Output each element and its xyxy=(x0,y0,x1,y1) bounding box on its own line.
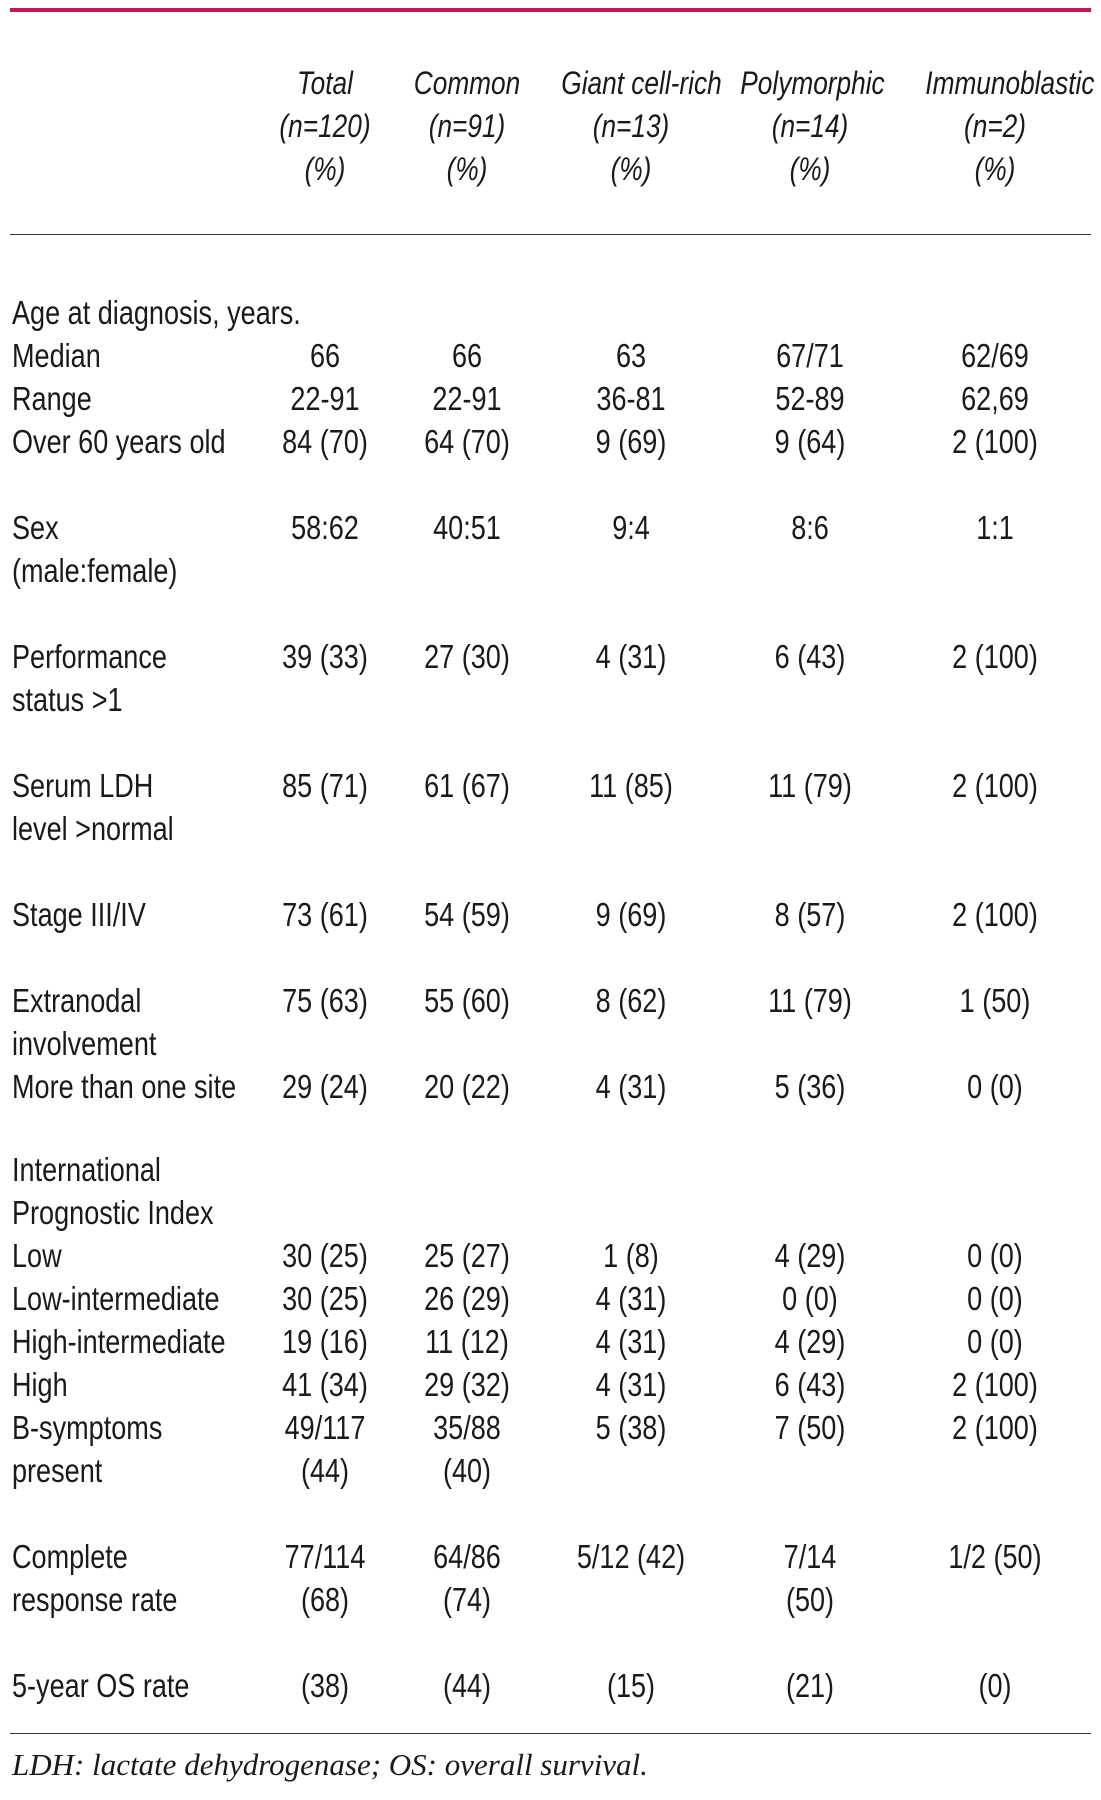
table-cell: 0 (0) xyxy=(967,1237,1023,1274)
table-cell: 19 (16) xyxy=(282,1323,368,1360)
row-label: 5-year OS rate xyxy=(12,1667,190,1704)
table-cell: 11 (85) xyxy=(589,767,673,804)
table-cell: 8:6 xyxy=(791,509,829,546)
table-cell: 25 (27) xyxy=(424,1237,510,1274)
table-cell: 11 (79) xyxy=(768,982,852,1019)
table-cell: 58:62 xyxy=(291,509,359,546)
table-cell: 0 (0) xyxy=(967,1068,1023,1105)
table-cell: 0 (0) xyxy=(967,1323,1023,1360)
table-cell: 29 (24) xyxy=(282,1068,368,1105)
column-header-unit: (%) xyxy=(974,151,1016,187)
column-header-unit: (%) xyxy=(304,151,346,187)
column-header-n: (n=120) xyxy=(279,108,371,144)
table-cell: 75 (63) xyxy=(282,982,368,1019)
row-label: Sex xyxy=(12,509,59,546)
table-cell: 63 xyxy=(615,337,647,374)
table-cell: 5/12 (42) xyxy=(576,1538,686,1575)
row-label: High-intermediate xyxy=(12,1323,226,1360)
column-header-unit: (%) xyxy=(610,151,652,187)
table-cell: (15) xyxy=(606,1667,656,1704)
table-cell: 9 (69) xyxy=(595,896,667,933)
row-label: More than one site xyxy=(12,1068,237,1105)
table-cell: 6 (43) xyxy=(774,1366,846,1403)
row-label: (male:female) xyxy=(12,552,178,589)
table-cell: 20 (22) xyxy=(424,1068,510,1105)
column-header-title: Immunoblastic xyxy=(925,65,1095,101)
table-cell: (44) xyxy=(442,1667,492,1704)
row-label: status >1 xyxy=(12,681,123,718)
row-label: present xyxy=(12,1452,103,1489)
table-cell: 1:1 xyxy=(976,509,1014,546)
table-cell: 5 (38) xyxy=(595,1409,667,1446)
row-label: Low-intermediate xyxy=(12,1280,220,1317)
column-header-polymorphic xyxy=(740,62,885,191)
column-header-title: Giant cell-rich xyxy=(561,65,722,101)
table-cell: 67/71 xyxy=(776,337,844,374)
table-cell: 1 (50) xyxy=(959,982,1031,1019)
table-cell: 4 (31) xyxy=(595,638,667,675)
header-rule xyxy=(10,234,1091,235)
table-cell: 8 (57) xyxy=(774,896,846,933)
table-cell: 1/2 (50) xyxy=(948,1538,1042,1575)
table-cell: 7/14 xyxy=(783,1538,837,1575)
column-header-n: (n=13) xyxy=(592,108,670,144)
table-cell: 39 (33) xyxy=(282,638,368,675)
table-cell: 2 (100) xyxy=(952,1409,1038,1446)
row-label: Complete xyxy=(12,1538,128,1575)
table-cell: 6 (43) xyxy=(774,638,846,675)
row-label: Low xyxy=(12,1237,62,1274)
table-cell: 2 (100) xyxy=(952,896,1038,933)
table-cell: 2 (100) xyxy=(952,1366,1038,1403)
table-cell: 54 (59) xyxy=(424,896,510,933)
section-ipi-line1: International xyxy=(12,1151,161,1188)
column-header-common xyxy=(397,62,536,191)
table-cell: 22-91 xyxy=(432,380,502,417)
table-cell: 4 (31) xyxy=(595,1366,667,1403)
table-cell: 55 (60) xyxy=(424,982,510,1019)
table-cell: 62/69 xyxy=(961,337,1029,374)
table-cell: 4 (31) xyxy=(595,1323,667,1360)
row-label: involvement xyxy=(12,1025,157,1062)
table-cell: 9 (69) xyxy=(595,423,667,460)
column-header-n: (n=2) xyxy=(964,108,1026,144)
table-cell: 9:4 xyxy=(612,509,650,546)
table-cell: (74) xyxy=(442,1581,492,1618)
table-cell: (21) xyxy=(785,1667,835,1704)
row-label: Median xyxy=(12,337,101,374)
table-cell: 11 (79) xyxy=(768,767,852,804)
column-header-giant-cell-rich xyxy=(561,62,722,191)
table-cell: 61 (67) xyxy=(424,767,510,804)
row-label: High xyxy=(12,1366,68,1403)
footer-rule xyxy=(10,1733,1091,1734)
row-label: Over 60 years old xyxy=(12,423,226,460)
table-cell: 84 (70) xyxy=(282,423,368,460)
table-cell: 64 (70) xyxy=(424,423,510,460)
table-cell: 2 (100) xyxy=(952,423,1038,460)
table-cell: 73 (61) xyxy=(282,896,368,933)
table-cell: 52-89 xyxy=(775,380,845,417)
table-cell: 4 (31) xyxy=(595,1280,667,1317)
column-header-total xyxy=(255,62,394,191)
table-cell: 22-91 xyxy=(290,380,360,417)
table-cell: (50) xyxy=(785,1581,835,1618)
table-cell: 29 (32) xyxy=(424,1366,510,1403)
row-label: Range xyxy=(12,380,92,417)
table-cell: 66 xyxy=(309,337,341,374)
column-header-title: Common xyxy=(413,65,521,101)
column-header-unit: (%) xyxy=(446,151,488,187)
table-cell: 9 (64) xyxy=(774,423,846,460)
table-cell: 36-81 xyxy=(596,380,666,417)
table-footnote: LDH: lactate dehydrogenase; OS: overall survival. xyxy=(12,1747,648,1782)
table-cell: 7 (50) xyxy=(774,1409,846,1446)
section-ipi-line2: Prognostic Index xyxy=(12,1194,214,1231)
section-age: Age at diagnosis, years. xyxy=(12,294,301,331)
table-cell: 4 (29) xyxy=(774,1237,846,1274)
table-cell: 0 (0) xyxy=(782,1280,838,1317)
table-cell: 64/86 xyxy=(433,1538,501,1575)
table-cell: 66 xyxy=(451,337,483,374)
table-cell: 30 (25) xyxy=(282,1280,368,1317)
row-label: Serum LDH xyxy=(12,767,154,804)
column-header-immunoblastic xyxy=(925,62,1095,191)
table-cell: 26 (29) xyxy=(424,1280,510,1317)
table-cell: (0) xyxy=(978,1667,1012,1704)
column-header-unit: (%) xyxy=(789,151,831,187)
table-cell: 11 (12) xyxy=(425,1323,509,1360)
table-cell: 30 (25) xyxy=(282,1237,368,1274)
table-cell: 5 (36) xyxy=(774,1068,846,1105)
column-header-n: (n=14) xyxy=(771,108,849,144)
table-cell: 77/114 xyxy=(284,1538,366,1575)
table-cell: (68) xyxy=(300,1581,350,1618)
row-label: Extranodal xyxy=(12,982,142,1019)
column-header-n: (n=91) xyxy=(428,108,506,144)
table-cell: 0 (0) xyxy=(967,1280,1023,1317)
table-cell: 41 (34) xyxy=(282,1366,368,1403)
table-cell: 8 (62) xyxy=(595,982,667,1019)
table-cell: 35/88 xyxy=(433,1409,501,1446)
table-cell: (44) xyxy=(300,1452,350,1489)
row-label: Performance xyxy=(12,638,167,675)
table-cell: 2 (100) xyxy=(952,638,1038,675)
table-cell: 62,69 xyxy=(961,380,1029,417)
row-label: level >normal xyxy=(12,810,174,847)
column-header-title: Total xyxy=(297,65,353,101)
table-cell: 4 (31) xyxy=(595,1068,667,1105)
table-cell: (38) xyxy=(300,1667,350,1704)
row-label: B-symptoms xyxy=(12,1409,163,1446)
row-label: Stage III/IV xyxy=(12,896,146,933)
table-cell: 2 (100) xyxy=(952,767,1038,804)
table-cell: 1 (8) xyxy=(603,1237,659,1274)
table-cell: (40) xyxy=(442,1452,492,1489)
table-cell: 4 (29) xyxy=(774,1323,846,1360)
column-header-title: Polymorphic xyxy=(740,65,885,101)
row-label: response rate xyxy=(12,1581,178,1618)
table-cell: 40:51 xyxy=(433,509,501,546)
table-cell: 49/117 xyxy=(284,1409,366,1446)
table-cell: 85 (71) xyxy=(282,767,368,804)
table-cell: 27 (30) xyxy=(424,638,510,675)
